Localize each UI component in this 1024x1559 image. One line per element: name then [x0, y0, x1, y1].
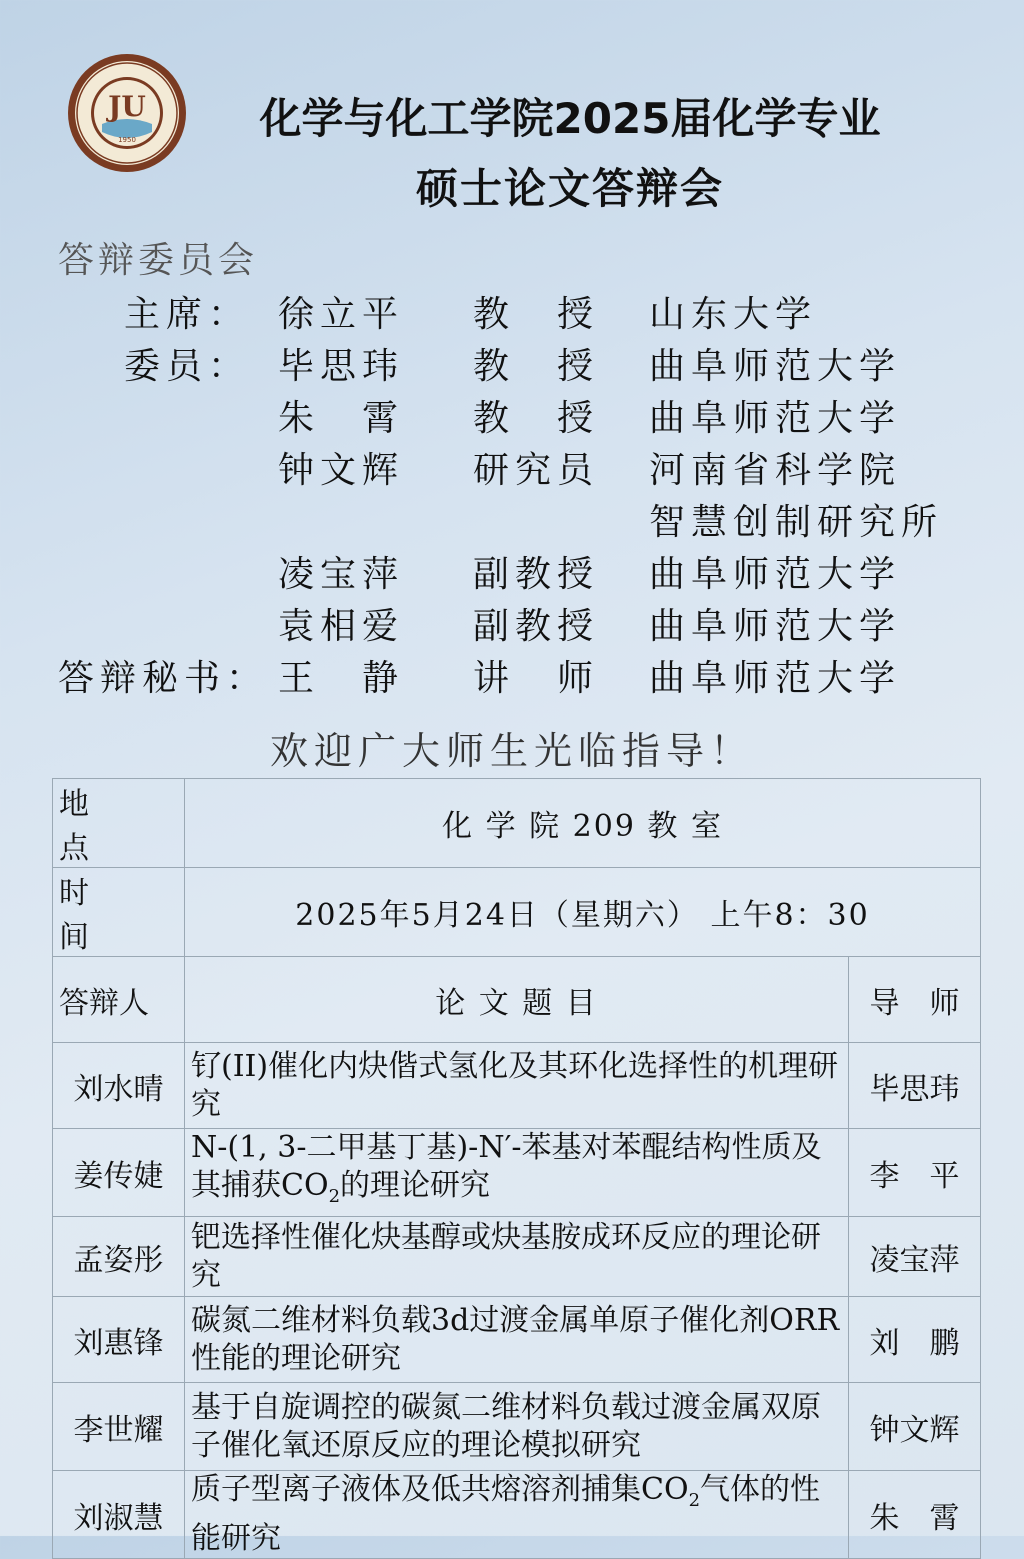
- student-name: 刘水晴: [53, 1043, 185, 1129]
- time-value: 2025年5月24日（星期六） 上午8：30: [185, 868, 981, 957]
- header-student: 答辩人: [53, 957, 185, 1043]
- thesis-title: 钌(II)催化内炔偕式氢化及其环化选择性的机理研究: [185, 1043, 849, 1129]
- header-thesis: 论 文 题 目: [185, 957, 849, 1043]
- student-name: 李世耀: [53, 1383, 185, 1471]
- committee-title: 讲 师: [473, 658, 600, 699]
- thesis-title: 钯选择性催化炔基醇或炔基胺成环反应的理论研究: [185, 1217, 849, 1297]
- student-name: 孟姿彤: [53, 1217, 185, 1297]
- committee-name: 毕思玮: [278, 346, 405, 387]
- committee-role: 委员：: [124, 346, 251, 387]
- committee-name: 袁相爱: [278, 606, 405, 647]
- committee-institution: 曲阜师范大学: [649, 606, 902, 647]
- committee-title: 教 授: [473, 346, 600, 387]
- advisor-name: 凌宝萍: [849, 1217, 981, 1297]
- table-row: [53, 1217, 981, 1297]
- committee-heading: 答辩委员会: [58, 240, 259, 281]
- advisor-name: 刘 鹏: [849, 1297, 981, 1383]
- logo-glyph: JU: [108, 90, 146, 123]
- committee-institution: 曲阜师范大学: [649, 658, 902, 699]
- committee-title: 副教授: [473, 554, 600, 595]
- committee-title: 副教授: [473, 606, 600, 647]
- welcome-text: 欢迎广大师生光临指导！: [269, 729, 754, 773]
- advisor-name: 钟文辉: [849, 1383, 981, 1471]
- committee-role: 答辩秘书：: [58, 658, 269, 699]
- location-label: 地点: [53, 779, 185, 868]
- table-row: [53, 868, 981, 957]
- page-title-line1: 化学与化工学院2025届化学专业: [259, 94, 881, 143]
- committee-institution: 河南省科学院: [649, 450, 902, 491]
- committee-name: 钟文辉: [278, 450, 405, 491]
- committee-title: 教 授: [473, 294, 600, 335]
- committee-title: 教 授: [473, 398, 600, 439]
- student-name: 刘淑慧: [53, 1471, 185, 1559]
- committee-name: 朱 霄: [278, 398, 405, 439]
- table-row: [53, 1383, 981, 1471]
- thesis-title: N-(1, 3-二甲基丁基)-N′-苯基对苯醌结构性质及其捕获$CO_2$的理论研究: [185, 1129, 849, 1217]
- table-row: [53, 1043, 981, 1129]
- committee-institution: 曲阜师范大学: [649, 398, 902, 439]
- advisor-name: 朱 霄: [849, 1471, 981, 1559]
- thesis-title: 碳氮二维材料负载3d过渡金属单原子催化剂ORR性能的理论研究: [185, 1297, 849, 1383]
- table-row: [53, 1297, 981, 1383]
- table-row: [53, 1471, 981, 1559]
- advisor-name: 毕思玮: [849, 1043, 981, 1129]
- committee-institution: 曲阜师范大学: [649, 346, 902, 387]
- committee-institution: 曲阜师范大学: [649, 554, 902, 595]
- committee-role: 主席：: [124, 294, 251, 335]
- student-name: 姜传婕: [53, 1129, 185, 1217]
- committee-name: 凌宝萍: [278, 554, 405, 595]
- header-advisor: 导 师: [849, 957, 981, 1043]
- table-row: [53, 1129, 981, 1217]
- table-row: [53, 779, 981, 868]
- info-table: [52, 778, 981, 1559]
- committee-institution: 智慧创制研究所: [649, 502, 944, 543]
- advisor-name: 李 平: [849, 1129, 981, 1217]
- thesis-title: 基于自旋调控的碳氮二维材料负载过渡金属双原子催化氧还原反应的理论模拟研究: [185, 1383, 849, 1471]
- thesis-title: 质子型离子液体及低共熔溶剂捕集$CO_2$气体的性能研究: [185, 1471, 849, 1559]
- table-header-row: [53, 957, 981, 1043]
- school-logo: [66, 52, 188, 174]
- page-title-line2: 硕士论文答辩会: [415, 164, 724, 213]
- logo-year: 1950: [118, 136, 136, 144]
- committee-name: 王 静: [278, 658, 405, 699]
- location-value: 化 学 院 209 教 室: [185, 779, 981, 868]
- committee-name: 徐立平: [278, 294, 405, 335]
- committee-institution: 山东大学: [649, 294, 818, 335]
- committee-title: 研究员: [473, 450, 600, 491]
- time-label: 时间: [53, 868, 185, 957]
- student-name: 刘惠锋: [53, 1297, 185, 1383]
